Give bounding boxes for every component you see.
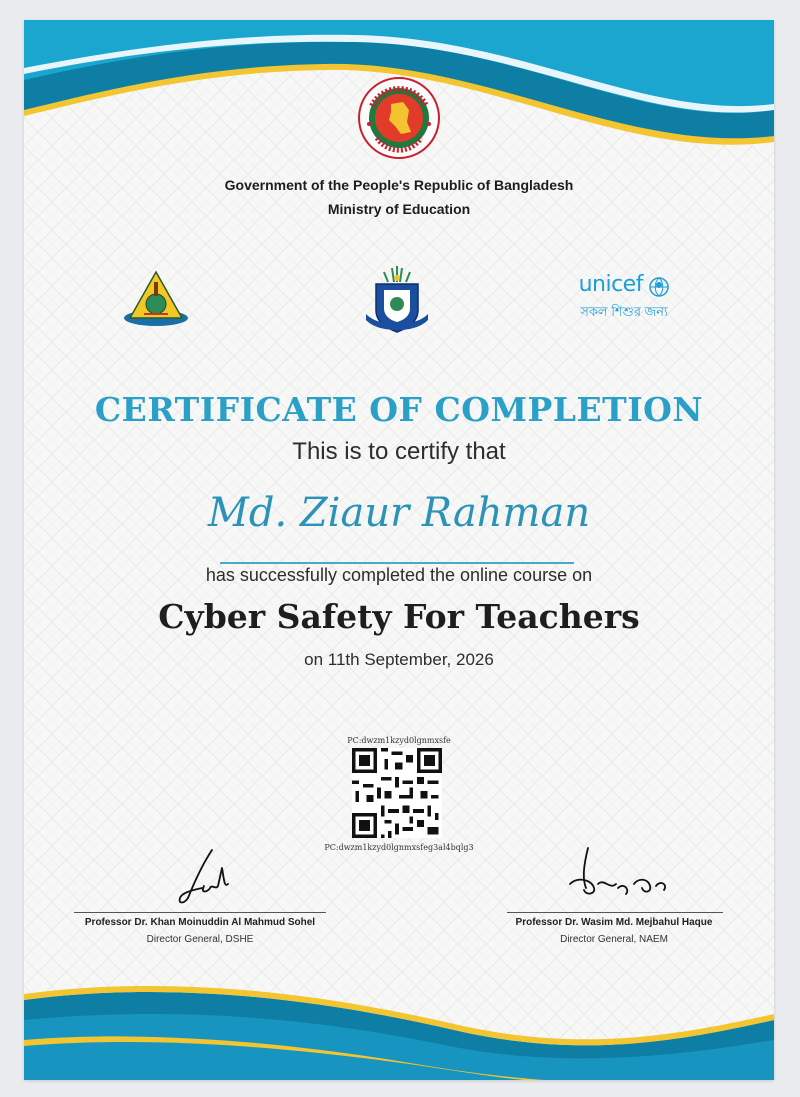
- verification-code-bottom: PC:dwzm1kzyd0lgnmxsfeg3al4bqlg3: [324, 843, 474, 852]
- unicef-tagline: সকল শিশুর জন্য: [580, 304, 668, 319]
- bottom-wave-decoration: [24, 970, 774, 1080]
- unicef-globe-icon: [649, 277, 669, 297]
- unicef-wordmark: unicef: [578, 272, 643, 297]
- signature-right: [564, 844, 674, 904]
- signatory-right-name: Professor Dr. Wasim Md. Mejbahul Haque: [515, 917, 713, 928]
- course-title: Cyber Safety For Teachers: [158, 597, 640, 636]
- signatory-left-title: Director General, DSHE: [146, 934, 254, 945]
- certify-text: This is to certify that: [292, 438, 506, 465]
- certificate-title: CERTIFICATE OF COMPLETION: [94, 390, 704, 429]
- ministry-name: Ministry of Education: [327, 201, 471, 217]
- bangladesh-emblem-logo: [357, 76, 441, 160]
- completion-text: has successfully completed the online course on: [205, 565, 593, 585]
- signature-left: [174, 848, 234, 908]
- naem-logo: [364, 264, 430, 334]
- qr-code: [352, 748, 442, 838]
- recipient-name: Md. Ziaur Rahman: [207, 490, 591, 536]
- signature-line-left: [74, 912, 326, 913]
- recipient-underline: [220, 562, 574, 564]
- unicef-logo: [564, 272, 684, 324]
- dshe-logo: [122, 268, 190, 328]
- completion-date: on 11th September, 2026: [304, 650, 494, 669]
- signatory-left-name: Professor Dr. Khan Moinuddin Al Mahmud Sohel: [84, 917, 316, 928]
- signature-line-right: [507, 912, 723, 913]
- certificate: [24, 20, 774, 1080]
- issuer-block: [24, 173, 774, 221]
- verification-code-top: PC:dwzm1kzyd0lgnmxsfe: [347, 736, 451, 745]
- signatory-right-title: Director General, NAEM: [560, 934, 668, 945]
- government-name: Government of the People's Republic of Bangladesh: [224, 177, 574, 193]
